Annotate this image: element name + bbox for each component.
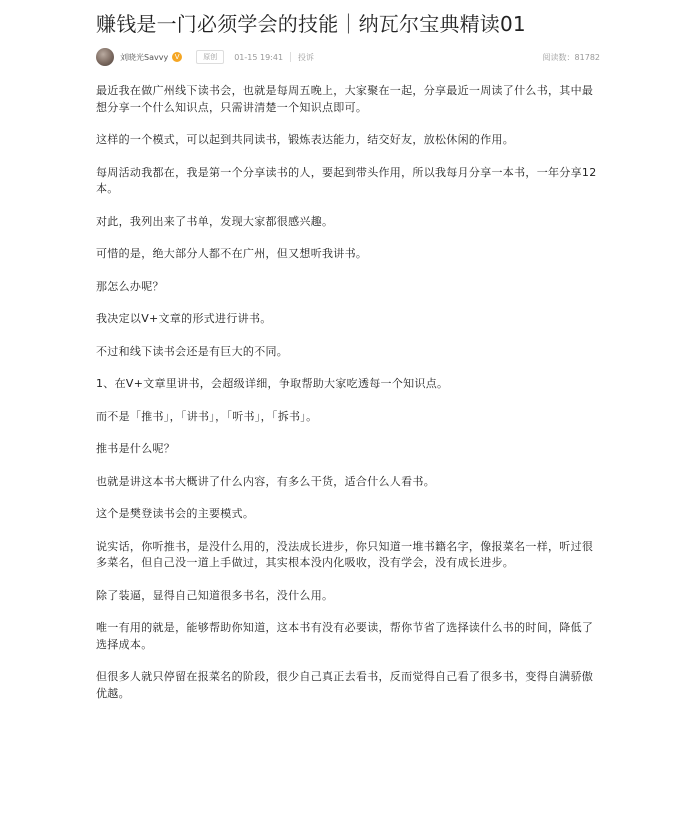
article xyxy=(96,0,606,718)
avatar[interactable] xyxy=(96,48,114,66)
original-tag: 原创 xyxy=(196,50,224,64)
paragraph: 除了装逼，显得自己知道很多书名，没什么用。 xyxy=(96,588,334,602)
article-body xyxy=(96,83,606,702)
author-name[interactable]: 刘晓光Savvy xyxy=(120,52,169,62)
paragraph: 这样的一个模式，可以起到共同读书，锻炼表达能力，结交好友，放松休闲的作用。 xyxy=(96,133,515,146)
paragraph: 推书是什么呢？ xyxy=(96,442,176,455)
divider xyxy=(290,52,291,62)
paragraph: 这个是樊登读书会的主要模式。 xyxy=(96,507,255,520)
paragraph: 不过和线下读书会还是有巨大的不同。 xyxy=(96,344,289,358)
paragraph: 唯一有用的就是，能够帮助你知道，这本书有没有必要读，帮你节省了选择读什么书的时间，降低了选择成本。 xyxy=(96,621,594,651)
paragraph: 对此，我列出来了书单，发现大家都很感兴趣。 xyxy=(96,214,334,228)
verified-icon: V xyxy=(172,52,182,62)
report-link[interactable]: 投诉 xyxy=(298,52,315,62)
paragraph: 每周活动我都在，我是第一个分享读书的人，要起到带头作用，所以我每月分享一本书，一年分享12本。 xyxy=(96,165,597,195)
paragraph: 我决定以V+文章的形式进行讲书。 xyxy=(96,312,272,325)
paragraph: 也就是讲这本书大概讲了什么内容，有多么干货，适合什么人看书。 xyxy=(96,474,435,488)
paragraph: 但很多人就只停留在报菜名的阶段，很少自己真正去看书，反而觉得自己看了很多书，变得自满骄傲优越。 xyxy=(96,670,594,700)
article-meta xyxy=(96,44,606,70)
paragraph: 1、在V+文章里讲书，会超级详细，争取帮助大家吃透每一个知识点。 xyxy=(96,377,449,390)
paragraph: 可惜的是，绝大部分人都不在广州，但又想听我讲书。 xyxy=(96,247,368,260)
article-title: 赚钱是一门必须学会的技能｜纳瓦尔宝典精读01 xyxy=(96,12,526,36)
publish-time: 01-15 19:41 xyxy=(234,52,284,62)
paragraph: 说实话，你听推书，是没什么用的，没法成长进步，你只知道一堆书籍名字，像报菜名一样，听过很多菜名，但自己没一道上手做过，其实根本没内化吸收，没有学会，没有成长进步。 xyxy=(96,539,594,569)
read-count: 阅读数：81782 xyxy=(542,53,600,62)
paragraph: 最近我在做广州线下读书会，也就是每周五晚上，大家聚在一起，分享最近一周读了什么书，其中最想分享一个什么知识点，只需讲清楚一个知识点即可。 xyxy=(96,84,594,114)
paragraph: 而不是「推书」，「讲书」，「听书」，「拆书」。 xyxy=(96,409,318,423)
paragraph: 那怎么办呢？ xyxy=(96,279,164,293)
